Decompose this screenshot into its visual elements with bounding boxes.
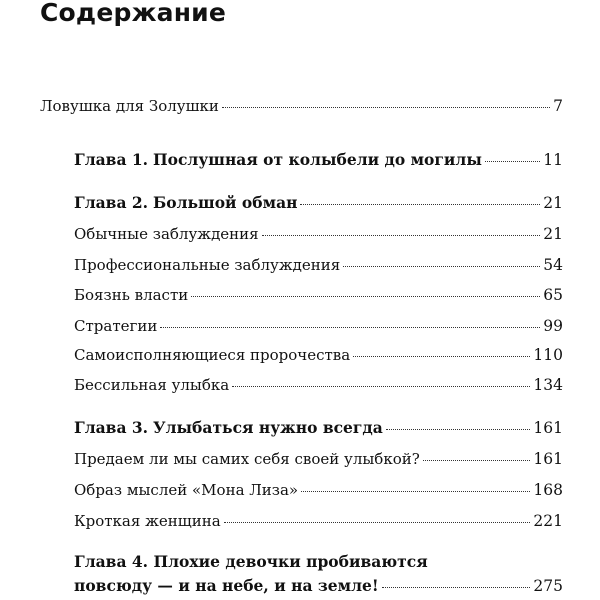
toc-section-title: Профессиональные заблуждения: [74, 256, 341, 274]
toc-section[interactable]: [74, 480, 563, 500]
dot-leader: [160, 327, 540, 328]
dot-leader: [191, 296, 540, 297]
toc-page-number: 161: [533, 450, 563, 468]
chapter-title: Плохие девочки пробиваются: [153, 552, 428, 571]
chapter-title: Послушная от колыбели до могилы: [153, 150, 482, 169]
toc-section-title: Стратегии: [74, 317, 158, 335]
dot-leader: [262, 235, 541, 236]
toc-page-number: 168: [533, 481, 563, 499]
toc-page-number: 7: [553, 97, 563, 115]
toc-chapter-3[interactable]: [74, 418, 563, 438]
chapter-title-line: [74, 576, 563, 596]
chapter-title: Улыбаться нужно всегда: [153, 418, 383, 437]
toc-page-number: 21: [543, 225, 563, 243]
toc-chapter-2[interactable]: [74, 193, 563, 213]
toc-chapter-label: [74, 193, 297, 213]
toc-page-number: 134: [533, 376, 563, 394]
chapter-title-continued: повсюду — и на небе, и на земле!: [74, 576, 379, 595]
dot-leader: [485, 161, 540, 162]
toc-section[interactable]: [74, 255, 563, 275]
toc-section-title: Предаем ли мы самих себя своей улыбкой?: [74, 450, 420, 468]
toc-section-title: Боязнь власти: [74, 286, 189, 304]
toc-section[interactable]: [74, 285, 563, 305]
toc-page-number: 275: [533, 577, 563, 595]
toc-page-number: 110: [533, 346, 563, 364]
dot-leader: [232, 386, 530, 387]
toc-section-title: Образ мыслей «Мона Лиза»: [74, 481, 299, 499]
toc-chapter-1[interactable]: [74, 150, 563, 170]
toc-section-title: Бессильная улыбка: [74, 376, 230, 394]
dot-leader: [301, 491, 530, 492]
toc-section[interactable]: [74, 316, 563, 336]
chapter-number: Глава 3.: [74, 418, 149, 437]
chapter-title-line: [74, 552, 563, 576]
toc-section-title: Самоисполняющиеся пророчества: [74, 346, 351, 364]
toc-page-number: 11: [543, 151, 563, 169]
dot-leader: [382, 587, 531, 588]
dot-leader: [343, 266, 540, 267]
toc-page-number: 21: [543, 194, 563, 212]
toc-page-number: 54: [543, 256, 563, 274]
toc-entry-prologue[interactable]: [40, 96, 563, 116]
toc-chapter-label: [74, 150, 482, 170]
toc-section[interactable]: [74, 345, 563, 365]
toc-section[interactable]: [74, 511, 563, 531]
chapter-title: Большой обман: [153, 193, 298, 212]
dot-leader: [423, 460, 531, 461]
toc-section[interactable]: [74, 449, 563, 469]
toc-entry-title: Ловушка для Золушки: [40, 97, 219, 115]
toc-section[interactable]: [74, 224, 563, 244]
dot-leader: [386, 429, 531, 430]
chapter-number: Глава 4.: [74, 552, 149, 571]
dot-leader: [300, 204, 540, 205]
toc-section-title: Обычные заблуждения: [74, 225, 259, 243]
dot-leader: [224, 522, 531, 523]
toc-page-number: 161: [533, 419, 563, 437]
toc-section[interactable]: [74, 375, 563, 395]
chapter-number: Глава 2.: [74, 193, 149, 212]
page-title: Содержание: [40, 0, 227, 27]
toc-chapter-label: [74, 418, 383, 438]
chapter-number: Глава 1.: [74, 150, 149, 169]
toc-page-number: 221: [533, 512, 563, 530]
toc-page-number: 65: [543, 286, 563, 304]
toc-chapter-4[interactable]: [74, 552, 563, 596]
toc-page-number: 99: [543, 317, 563, 335]
toc-section-title: Кроткая женщина: [74, 512, 221, 530]
dot-leader: [222, 107, 550, 108]
dot-leader: [353, 356, 530, 357]
